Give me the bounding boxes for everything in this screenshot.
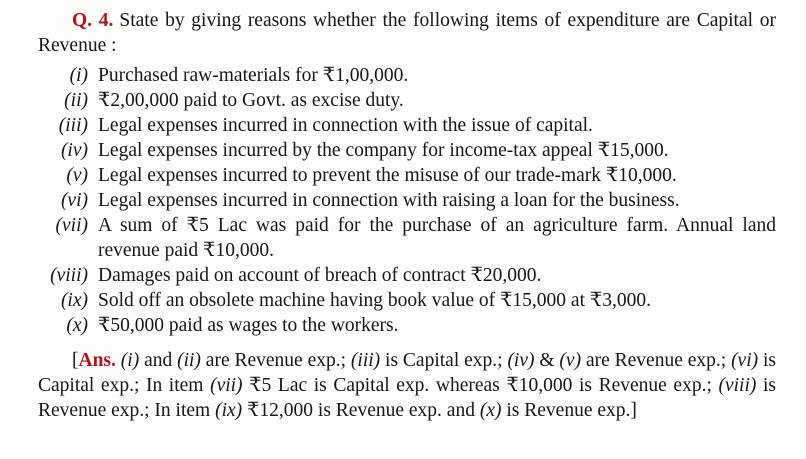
list-item: [38, 163, 776, 188]
list-item: [38, 138, 776, 163]
item-text: ₹50,000 paid as wages to the workers.: [98, 315, 399, 336]
answer-text: are Revenue exp.;: [581, 350, 732, 371]
answer-paragraph: [38, 348, 776, 423]
item-numeral: (vi): [60, 190, 88, 211]
answer-label: Ans.: [78, 350, 116, 371]
item-numeral: (vii): [55, 215, 88, 236]
answer-text: is Capital exp.; In item: [38, 350, 777, 396]
expenditure-items-list: [38, 63, 776, 338]
list-item: [38, 188, 776, 213]
list-item: [38, 88, 776, 113]
question-number: Q. 4.: [72, 10, 114, 31]
item-text: Legal expenses incurred in connection with the issue of capital.: [98, 115, 593, 136]
answer-text: and: [139, 350, 178, 371]
item-numeral: (i): [69, 65, 88, 86]
item-text: Damages paid on account of breach of contract ₹20,000.: [98, 265, 542, 286]
item-text: A sum of ₹5 Lac was paid for the purchase of an agriculture farm. Annual land revenue paid ₹10,000.: [98, 215, 776, 261]
list-item: [38, 288, 776, 313]
list-item: [38, 313, 776, 338]
answer-text: ₹12,000 is Revenue exp. and: [242, 400, 480, 421]
item-text: Legal expenses incurred to prevent the misuse of our trade-mark ₹10,000.: [98, 165, 677, 186]
answer-text: is Capital exp.;: [380, 350, 508, 371]
item-numeral: (ii): [64, 90, 88, 111]
item-text: Legal expenses incurred in connection with raising a loan for the business.: [98, 190, 680, 211]
item-numeral: (viii): [50, 265, 88, 286]
question-intro-text: State by giving reasons whether the following items of expenditure are Capital or Revenue :: [38, 10, 776, 56]
item-numeral: (ix): [60, 290, 88, 311]
list-item: [38, 263, 776, 288]
list-item: [38, 113, 776, 138]
item-numeral: (v): [66, 165, 88, 186]
answer-item-ref: (vi): [731, 350, 759, 371]
item-text: ₹2,00,000 paid to Govt. as excise duty.: [98, 90, 404, 111]
answer-item-ref: (vii): [210, 375, 243, 396]
answer-text: is Revenue exp.; In item: [38, 375, 776, 421]
question-intro: [38, 8, 776, 58]
item-text: Legal expenses incurred by the company for income-tax appeal ₹15,000.: [98, 140, 669, 161]
answer-item-ref: (v): [559, 350, 582, 371]
answer-text: are Revenue exp.;: [200, 350, 351, 371]
item-numeral: (iii): [58, 115, 88, 136]
answer-item-ref: (iii): [350, 350, 381, 371]
list-item: [38, 63, 776, 88]
answer-text: ₹5 Lac is Capital exp. whereas ₹10,000 is Revenue exp.;: [242, 375, 719, 396]
answer-text: [: [72, 350, 79, 371]
item-numeral: (x): [66, 315, 88, 336]
answer-item-ref: (x): [479, 400, 502, 421]
answer-item-ref: (viii): [718, 375, 757, 396]
answer-text: &: [534, 350, 560, 371]
answer-item-ref: (i): [120, 350, 140, 371]
answer-item-ref: (iv): [507, 350, 535, 371]
item-text: Sold off an obsolete machine having book value of ₹15,000 at ₹3,000.: [98, 290, 652, 311]
item-numeral: (iv): [60, 140, 88, 161]
list-item: [38, 213, 776, 263]
answer-text: is Revenue exp.]: [501, 400, 637, 421]
item-text: Purchased raw-materials for ₹1,00,000.: [98, 65, 409, 86]
answer-item-ref: (ii): [177, 350, 201, 371]
answer-item-ref: (ix): [215, 400, 243, 421]
